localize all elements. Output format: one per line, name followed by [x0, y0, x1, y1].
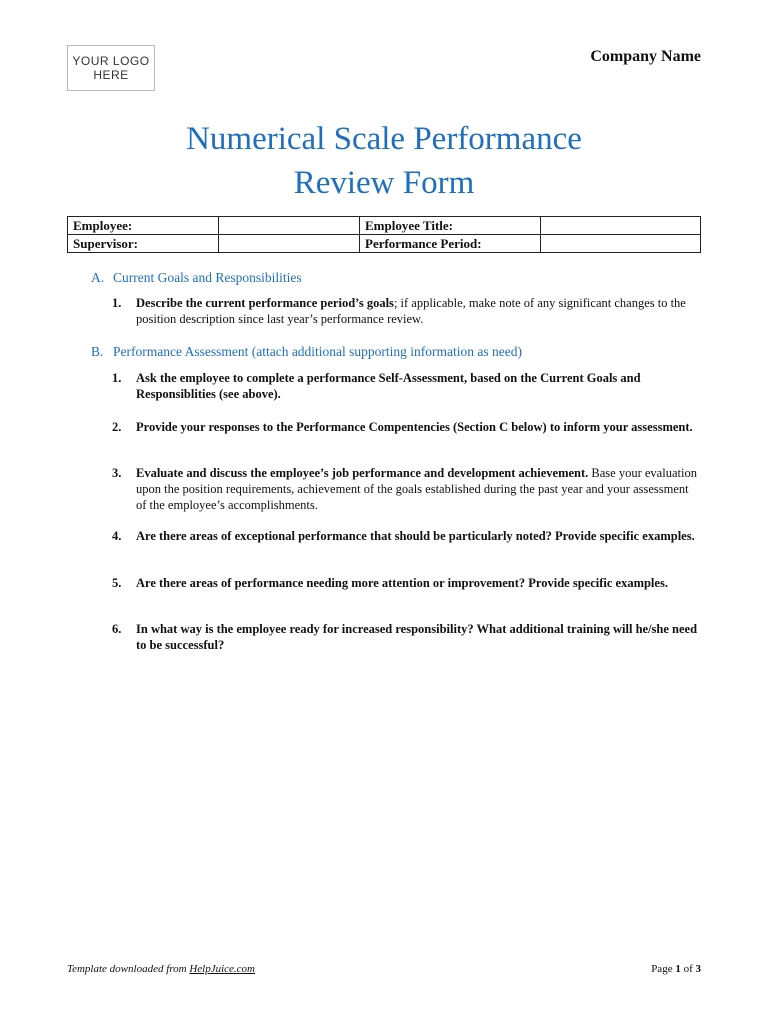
item-bold-text: Provide your responses to the Performance Compentencies (Section C below) to inform your assessment. [136, 420, 693, 434]
form-title-line2: Review Form [293, 165, 475, 201]
logo-text-line1: YOUR LOGO [72, 54, 150, 68]
page-number: 1 [675, 963, 681, 975]
employee-info-table [67, 216, 701, 253]
employee-value-cell[interactable] [219, 217, 360, 235]
employee-title-value-cell[interactable] [541, 217, 701, 235]
performance-period-value-cell[interactable] [541, 235, 701, 253]
item-number: 5. [112, 576, 122, 590]
helpjuice-link[interactable]: HelpJuice.com [189, 963, 255, 975]
section-b-heading [91, 344, 522, 360]
item-number: 1. [112, 371, 122, 385]
supervisor-label: Supervisor: [68, 235, 219, 253]
item-bold-text: Are there areas of performance needing more attention or improvement? Provide specific examples. [136, 576, 668, 590]
list-item [112, 370, 702, 402]
item-bold-text: In what way is the employee ready for increased responsibility? What additional training will he/she need to be successful? [136, 622, 698, 652]
item-number: 3. [112, 466, 122, 480]
list-item [112, 575, 702, 591]
logo-text-line2: HERE [93, 68, 129, 82]
section-a-letter: A. [91, 270, 105, 285]
section-a-title: Current Goals and Responsibilities [113, 270, 302, 285]
table-row [68, 217, 701, 235]
section-b-letter: B. [91, 344, 104, 359]
item-number: 1. [112, 296, 122, 310]
performance-period-label: Performance Period: [360, 235, 541, 253]
supervisor-value-cell[interactable] [219, 235, 360, 253]
item-text: Base your evaluation upon the position requirements, achievement of the goals established during the past year and your assessment of the employee’s accomplishments. [136, 466, 697, 512]
company-name: Company Name [590, 48, 701, 65]
form-title-line1: Numerical Scale Performance [186, 121, 582, 157]
item-number: 4. [112, 529, 122, 543]
page-indicator [651, 963, 701, 975]
list-item [112, 465, 702, 513]
section-a-heading [91, 270, 302, 286]
list-item [112, 295, 702, 327]
form-title [0, 117, 768, 205]
section-b-title: Performance Assessment (attach additional supporting information as need) [113, 344, 523, 359]
item-text: ; if applicable, make note of any significant changes to the position description since last year’s performance review. [136, 296, 686, 326]
item-bold-text: Evaluate and discuss the employee’s job performance and development achievement. [136, 466, 589, 480]
employee-label: Employee: [68, 217, 219, 235]
item-number: 6. [112, 622, 122, 636]
list-item [112, 419, 702, 435]
page-total: 3 [695, 963, 701, 975]
item-number: 2. [112, 420, 122, 434]
item-bold-text: Are there areas of exceptional performance that should be particularly noted? Provide specific examples. [136, 529, 695, 543]
footer-source [67, 963, 255, 975]
item-bold-text: Ask the employee to complete a performance Self-Assessment, based on the Current Goals and Responsiblities (see above). [136, 371, 641, 401]
page-label: Page [651, 963, 676, 975]
list-item [112, 621, 702, 653]
footer-prefix: Template downloaded from [67, 963, 190, 975]
table-row [68, 235, 701, 253]
list-item [112, 528, 702, 544]
logo-placeholder [67, 45, 155, 91]
page-of-label: of [680, 963, 696, 975]
item-bold-text: Describe the current performance period’s goals [136, 296, 394, 310]
employee-title-label: Employee Title: [360, 217, 541, 235]
